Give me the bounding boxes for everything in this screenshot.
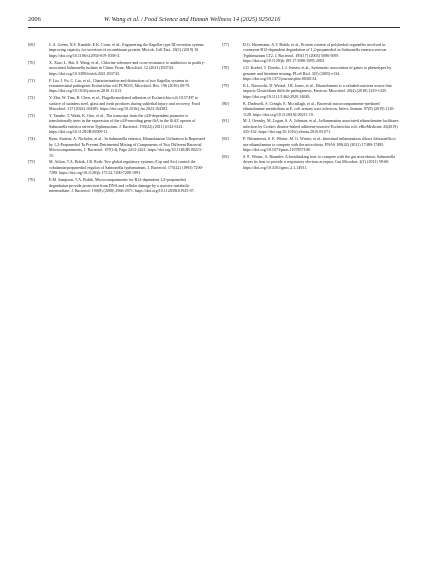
- references-right-column: [222, 42, 400, 172]
- reference-text: M. J. Ormsby, M. Logan, S. A. Johnson, et al., Inflammation associated ethanolamine facilitates infection by Crohn's disease-linked adherent-invasive Escherichia coli, eBioMedicine 43(2019) 325-332. https://doi.org/10.1016/j.ebiom.2019.03.071.: [243, 118, 399, 135]
- reference-number: [75]: [28, 159, 35, 165]
- reference-item: [28, 177, 206, 193]
- reference-item: [222, 101, 400, 117]
- reference-number: [69]: [28, 42, 35, 47]
- reference-text: K.L. Nawrocki, D. Wetzel, J.B. Jones, et al., Ethanolamine is a valuable nutrient source that impacts Clostridium difficile pathogenesis, Environ. Microbiol. 20(4) (2018) 1419-1435. https://doi.org/10.1111/1462-2920.14048.: [243, 82, 392, 99]
- reference-item: [222, 154, 400, 170]
- reference-text: C.A. Green, N.S. Kamble, E.K. Court, et al., Engineering the flagellar type III secretion system: improving capacity for secretion of recombinant protein, Microb. Cell Fact. 18(1) (2019) 10. https://doi.org/10.1186/s12934-019-1058-4.: [49, 42, 205, 58]
- reference-item: [28, 95, 206, 111]
- references-left-column: [28, 42, 206, 195]
- header-rule: [28, 27, 400, 28]
- page-number: 2006: [28, 16, 41, 23]
- reference-number: [73]: [28, 113, 35, 118]
- reference-item: [28, 42, 206, 58]
- reference-item: [222, 65, 400, 81]
- reference-text: S. E. Winter, A. Bäumler, A breathtaking feat: to compete with the gut microbiota, Salmonella drives its host to provide a respiratory electron acceptor, Gut Microbes. 2(1) (2011) 58-60. https://doi.org/10.4161/gmic.2.1.14911.: [243, 153, 396, 170]
- reference-number: [78]: [222, 65, 229, 71]
- reference-number: [81]: [222, 118, 229, 124]
- reference-number: [71]: [28, 77, 35, 83]
- reference-number: [72]: [28, 95, 35, 101]
- reference-text: K. Dadswell, S. Creagh, E. Mccullagh, et al., Bacterial microcompartment-mediated ethanolamine metabolism in E. coli urinary tract infection, Infect. Immun. 87(8) (2019) 1110-1128. https://doi.org/10.1128/IAI.00211-19.: [243, 100, 395, 117]
- reference-number: [82]: [222, 136, 229, 142]
- reference-number: [83]: [222, 153, 229, 159]
- reference-number: [80]: [222, 100, 229, 106]
- reference-item: [28, 60, 206, 76]
- reference-text: M. Ailion, T.A. Bobik, J.R. Roth, Two global regulatory systems (Crp and Arc) control the cobalamin/propanediol regulon of Salmonella typhimurium, J. Bacteriol. 175(22) (1993) 7200-7208. https://doi.org/10.1128/jb.175.22.7200-7208.1993.: [49, 159, 203, 176]
- reference-text: Y. Tanabe, T. Wada, K. Ono, et al., The transcript from the σ28-dependent promoter is translationally inert in the expression of the σ28-encoding gene fliA in the fliAZ operon of Salmonella enterica serovar Typhimurium, J. Bacteriol. 193(22) (2011) 6132-6141. https://doi.org/10.1128/JB.05909-11.: [49, 113, 196, 135]
- reference-text: P. Thiennimitt, S. E. Winter, M. G. Winter, et al., Intestinal inflammation allows Salmonella to use ethanolamine to compete with the microbiota, PNAS 108(42) (2011) 17480-17485. https://doi.org/10.1073/pnas.1107857108.: [243, 136, 396, 153]
- reference-item: [222, 118, 400, 134]
- reference-item: [222, 42, 400, 64]
- reference-number: [79]: [222, 82, 229, 88]
- reference-number: [70]: [28, 59, 35, 65]
- reference-text: X. Xiao, L. Bai, S. Wang, et al., Chlorine tolerance and cross-resistance to antibiotics in poultry-associated Salmonella isolates in China, Front. Microbiol. 12 (2021) 833743. https://doi.org/10.3389/fmicb.2021.833743.: [49, 59, 206, 76]
- reference-number: [74]: [28, 136, 35, 142]
- reference-number: [76]: [28, 177, 35, 183]
- reference-item: [222, 83, 400, 99]
- reference-item: [222, 136, 400, 152]
- reference-item: [28, 78, 206, 94]
- journal-citation: W. Wang et al. / Food Science and Human Wellness 14 (2025) 9250216: [104, 16, 281, 23]
- reference-text: F. Liu, J. Fu, C. Liu, et al., Characterization and distinction of two flagellar systems in extraintestinal pathogenic Escherichia coli PCN033, Microbiol. Res. 196 (2016) 69-79. https://doi.org/10.1016/j.micres.2016.11.013.: [49, 77, 191, 94]
- reference-text: D.G. Havemann, A.T. Bobik, et al., Protein content of polyhedral organelles involved in coenzyme B12-dependent degradation of 1,2-propanediol in Salmonella enterica serovar Typhimurium LT2, J. Bacteriol. 185(17) (2003) 5086-5095. https://doi.org/10.1128/jb.185.17.5086-5095.2003.: [243, 42, 387, 64]
- reference-text: Y. Zhu, W. Tian, R. Chen, et al., Flagella-mediated adhesion of Escherichia coli O157:H7 to surface of stainless steel, glass and fresh produces during sublethal injury and recovery, Food Microbiol. 117 (2024) 104383. https://doi.org/10.1016/j.fm.2023.104383.: [49, 95, 200, 112]
- reference-text: E.M. Sampson, T.A. Bobik, Microcompartments for B12-dependent 1,2-propanediol degradation provide protection from DNA and cellular damage by a reactive metabolic intermediate, J. Bacteriol. 190(8) (2008) 2966-2971. https://doi.org/10.1128/JB.01925-07.: [49, 177, 195, 194]
- reference-item: [28, 113, 206, 135]
- reference-text: J.O. Korbel, T. Doerks, L.J. Jensen, et al., Systematic association of genes to phenotypes by genome and literature mining, PLoS Biol. 3(5) (2005) e134. https://doi.org/10.1371/journal.pbio.0030134.: [243, 65, 392, 82]
- reference-text: Ryan, Stuteus, A. Nicholas, et al., In Salmonella enterica, Ethanolamine Utilization Is Repressed by 1,2-Propanediol To Prevent Detrimental Mixing of Components of Two Different Bacterial Microcompartments, J. Bacteriol. 197(14), Page 2412-2421. https://doi.org/10.1128/JB.00215-15.: [49, 136, 206, 158]
- reference-number: [77]: [222, 42, 229, 47]
- running-header: [28, 14, 400, 26]
- reference-item: [28, 159, 206, 175]
- reference-item: [28, 136, 206, 158]
